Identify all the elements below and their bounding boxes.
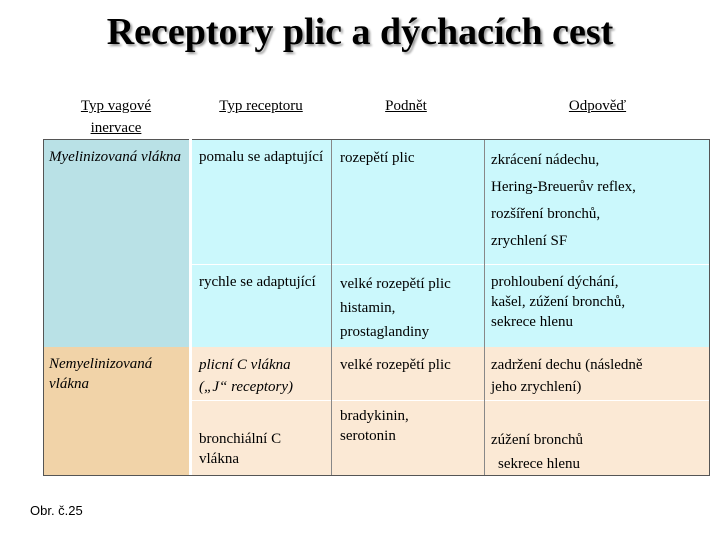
response-row-2 <box>491 272 706 332</box>
table-grid <box>189 139 192 476</box>
response-line: Hering-Breuerův reflex, <box>491 179 636 195</box>
receptor-line: plicní C vlákna <box>199 357 291 373</box>
response-line: zkrácení nádechu, <box>491 152 600 168</box>
response-row-4 <box>491 428 706 476</box>
row-divider <box>192 264 710 265</box>
row-divider <box>192 400 710 401</box>
response-row-1 <box>491 147 706 255</box>
stimulus-row-3: velké rozepětí plic <box>340 357 451 373</box>
receptor-rapid-adapting: rychle se adaptující <box>199 274 316 290</box>
header-inervation: Typ vagové inervace <box>80 98 152 136</box>
response-line: jeho zrychlení) <box>491 379 582 395</box>
table-grid <box>43 139 710 140</box>
header-receptor-type: Typ receptoru <box>219 98 303 114</box>
receptor-pulmonary-c-fibers <box>199 354 327 398</box>
group-unmyelinated: Nemyelinizovaná vlákna <box>49 356 153 392</box>
receptor-line: vlákna <box>199 451 239 467</box>
stimulus-line: bradykinin, <box>340 408 409 424</box>
stimulus-line: prostaglandiny <box>340 324 430 340</box>
group-myelinated: Myelinizovaná vlákna <box>49 149 182 165</box>
response-line: zadržení dechu (následně <box>491 357 643 373</box>
stimulus-line: serotonin <box>340 428 396 444</box>
bg-col1-myelinated <box>43 140 189 347</box>
response-line: rozšíření bronchů, <box>491 206 601 222</box>
table-grid <box>43 139 44 476</box>
page-title: Receptory plic a dýchacích cest <box>106 11 614 53</box>
receptor-line: bronchiální C <box>199 431 282 447</box>
response-line: sekrece hlenu <box>491 314 574 330</box>
stimulus-row-2 <box>340 272 485 344</box>
response-line: zrychlení SF <box>491 233 568 249</box>
response-row-3 <box>491 354 706 398</box>
receptor-line: („J“ receptory) <box>199 379 293 395</box>
table-grid <box>709 139 710 476</box>
figure-caption: Obr. č.25 <box>30 503 83 518</box>
response-line: sekrece hlenu <box>498 456 581 472</box>
table-grid <box>331 140 332 476</box>
receptor-bronchial-c-fibers <box>199 429 327 469</box>
header-stimulus: Podnět <box>385 98 427 114</box>
stimulus-lung-inflation: rozepětí plic <box>340 150 415 166</box>
stimulus-row-4 <box>340 406 485 446</box>
stimulus-line: histamin, <box>340 300 396 316</box>
response-line: zúžení bronchů <box>491 432 584 448</box>
stimulus-line: velké rozepětí plic <box>340 276 451 292</box>
header-response: Odpověď <box>568 98 627 114</box>
response-line: prohloubení dýchání, <box>491 274 619 290</box>
response-line: kašel, zúžení bronchů, <box>491 294 626 310</box>
receptor-slow-adapting: pomalu se adaptující <box>199 149 324 165</box>
